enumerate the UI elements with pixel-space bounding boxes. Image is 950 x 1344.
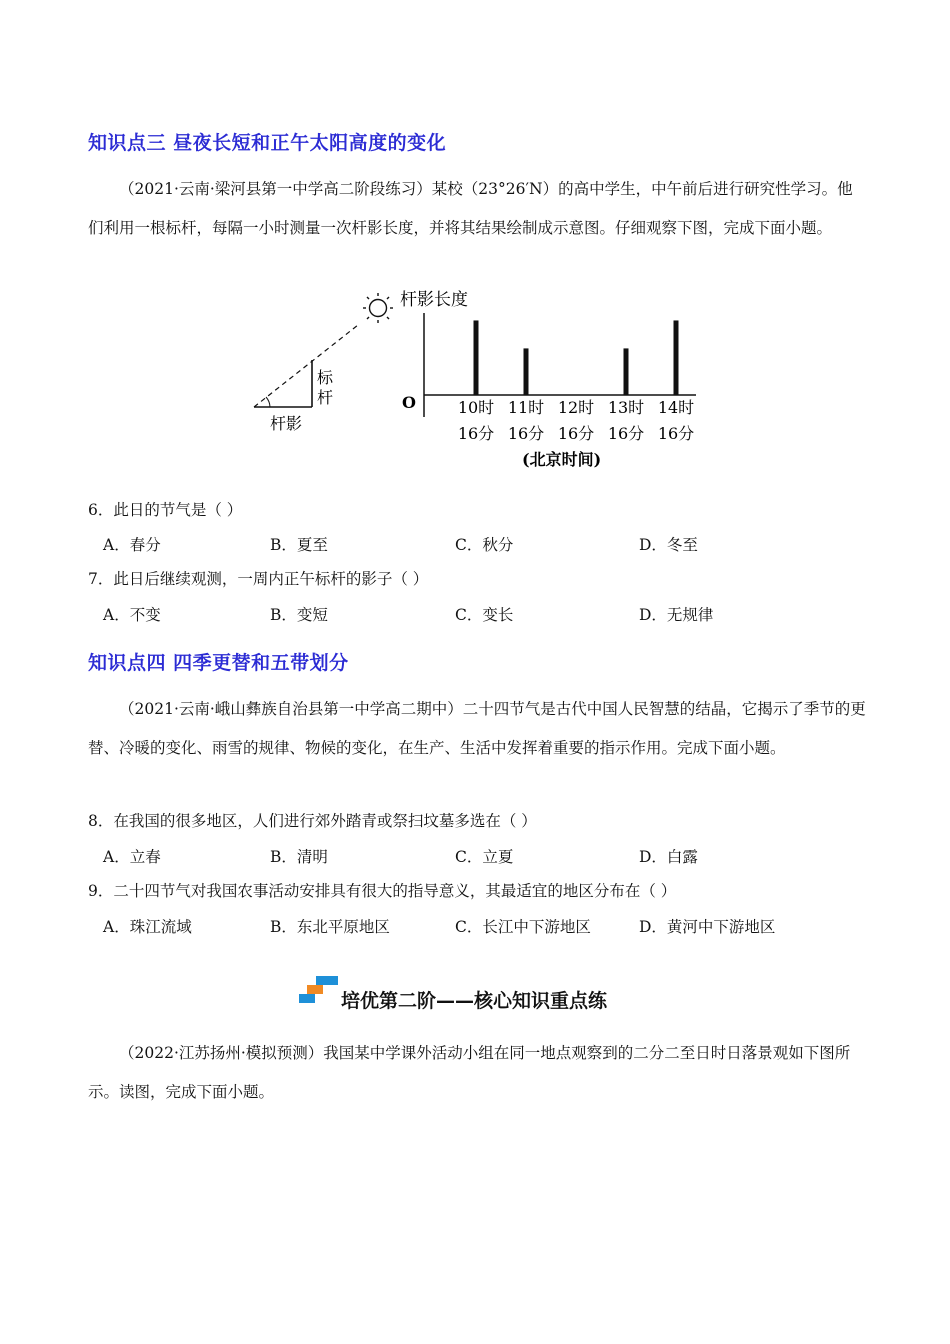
y-axis-label: 杆影长度: [400, 290, 468, 310]
x-tick-label-hour-2: 11时: [507, 398, 545, 417]
origin-label: O: [402, 393, 416, 412]
shadow-bar-2: [524, 348, 529, 395]
sun-ray-line: [254, 325, 358, 407]
q7-option-d[interactable]: D．无规律: [639, 606, 714, 624]
q6-option-b[interactable]: B．夏至: [270, 536, 328, 554]
x-tick-label-minute-4: 16分: [607, 424, 645, 443]
sun-icon: [363, 293, 393, 323]
question-7-stem: 7．此日后继续观测，一周内正午标杆的影子（ ）: [88, 570, 429, 588]
q9-option-d[interactable]: D．黄河中下游地区: [639, 918, 776, 936]
x-tick-label-minute-2: 16分: [507, 424, 545, 443]
section4-heading: 知识点四 四季更替和五带划分: [88, 652, 349, 674]
stage-logo-icon: [296, 974, 342, 1010]
x-tick-label-minute-1: 16分: [457, 424, 495, 443]
x-tick-label-minute-3: 16分: [557, 424, 595, 443]
q6-option-c[interactable]: C．秋分: [455, 536, 514, 554]
x-tick-label-hour-3: 12时: [557, 398, 595, 417]
section3-heading: 知识点三 昼夜长短和正午太阳高度的变化: [88, 132, 447, 154]
q6-option-d[interactable]: D．冬至: [639, 536, 698, 554]
x-tick-label-minute-5: 16分: [657, 424, 695, 443]
x-tick-label-hour-1: 10时: [457, 398, 495, 417]
q9-option-a[interactable]: A．珠江流域: [103, 918, 192, 936]
question-8-stem: 8．在我国的很多地区，人们进行郊外踏青或祭扫坟墓多选在（ ）: [88, 812, 537, 830]
q6-option-a[interactable]: A．春分: [103, 536, 161, 554]
q7-option-b[interactable]: B．变短: [270, 606, 328, 624]
shadow-bar-1: [474, 320, 479, 395]
pole-label-1: 标: [317, 368, 334, 387]
section3-intro: （2021·云南·梁河县第一中学高二阶段练习）某校（23°26′N）的高中学生，中午前后进行研究性学习。他们利用一根标杆，每隔一小时测量一次杆影长度，并将其结果绘制成示意图。仔细观察下图，完成下面小题。: [88, 180, 853, 237]
stage2-title: 培优第二阶——核心知识重点练: [341, 990, 608, 1012]
q9-option-c[interactable]: C．长江中下游地区: [455, 918, 591, 936]
x-tick-label-hour-5: 14时: [657, 398, 695, 417]
q9-option-b[interactable]: B．东北平原地区: [270, 918, 390, 936]
shadow-figure: [240, 285, 720, 480]
question-9-stem: 9．二十四节气对我国农事活动安排具有很大的指导意义，其最适宜的地区分布在（ ）: [88, 882, 677, 900]
q8-option-b[interactable]: B．清明: [270, 848, 328, 866]
shadow-bar-4: [624, 348, 629, 395]
x-axis-title: (北京时间): [522, 450, 602, 469]
section4-intro: （2021·云南·峨山彝族自治县第一中学高二期中）二十四节气是古代中国人民智慧的结晶，它揭示了季节的更替、冷暖的变化、雨雪的规律、物候的变化，在生产、生活中发挥着重要的指示作用。完成下面小题。: [88, 700, 866, 757]
q7-option-a[interactable]: A．不变: [103, 606, 161, 624]
shadow-label: 杆影: [270, 414, 303, 433]
stage2-intro: （2022·江苏扬州·模拟预测）我国某中学课外活动小组在同一地点观察到的二分二至日时日落景观如下图所示。读图，完成下面小题。: [88, 1044, 851, 1101]
q7-option-c[interactable]: C．变长: [455, 606, 514, 624]
pole-label-2: 杆: [317, 388, 334, 407]
x-tick-label-hour-4: 13时: [607, 398, 645, 417]
shadow-bar-5: [674, 320, 679, 395]
question-6-stem: 6．此日的节气是（ ）: [88, 501, 243, 519]
q8-option-a[interactable]: A．立春: [103, 848, 161, 866]
q8-option-d[interactable]: D．白露: [639, 848, 698, 866]
q8-option-c[interactable]: C．立夏: [455, 848, 514, 866]
angle-arc: [266, 397, 270, 407]
